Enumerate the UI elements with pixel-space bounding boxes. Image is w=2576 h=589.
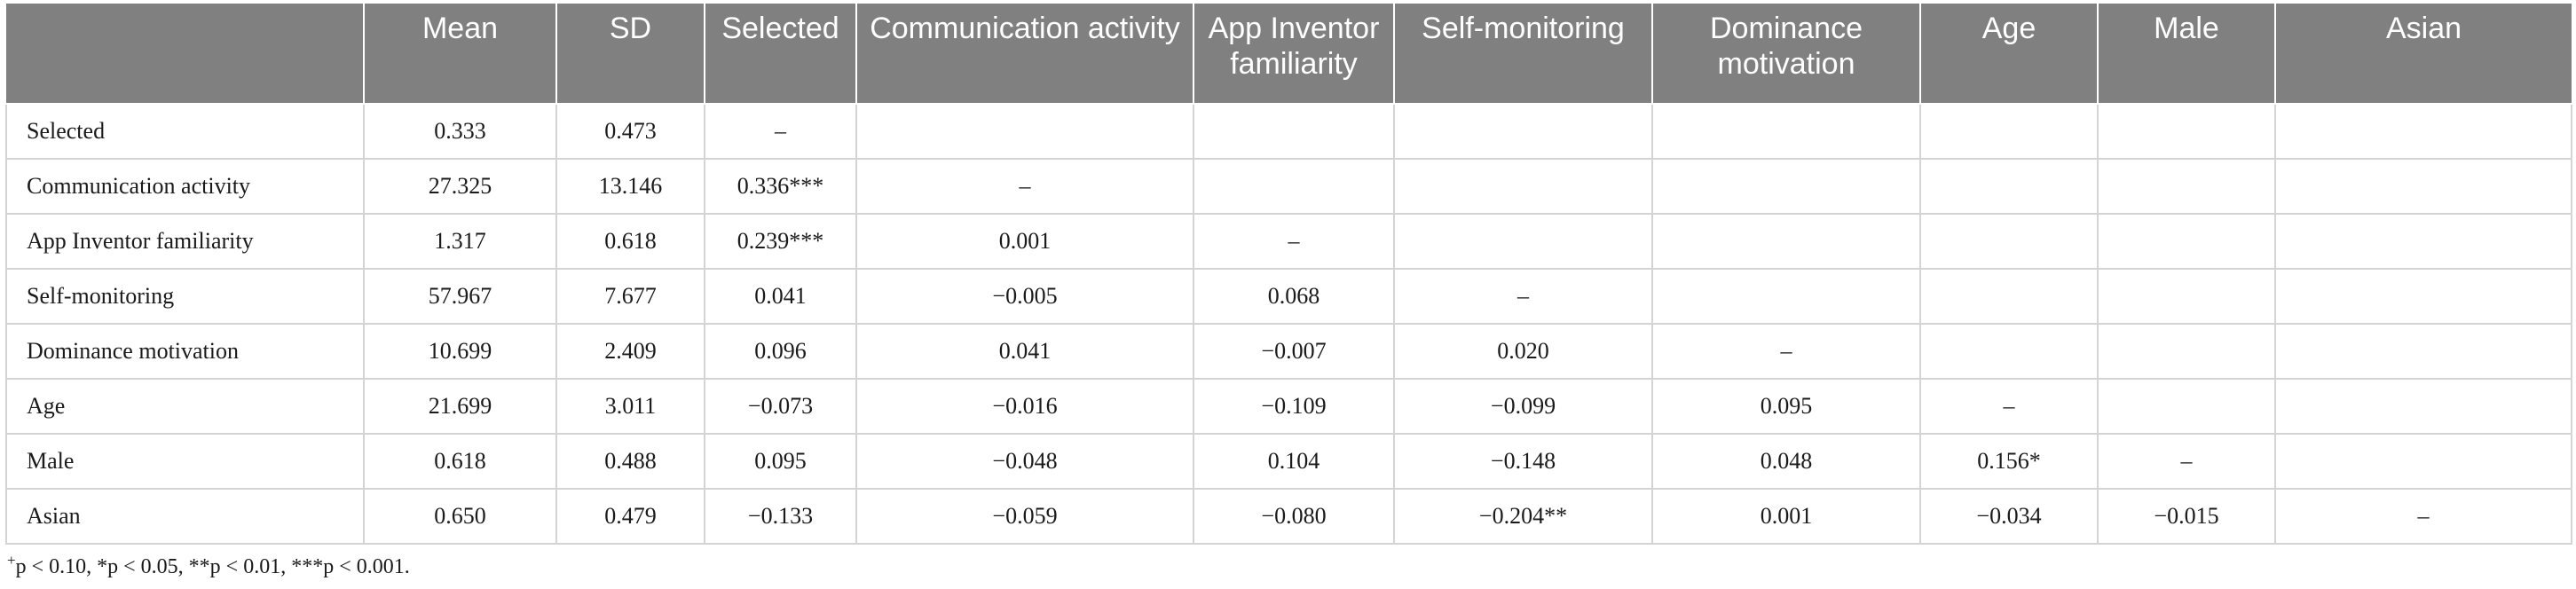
table-cell: 1.317 — [364, 214, 556, 269]
row-label: Self-monitoring — [6, 269, 364, 324]
table-row — [6, 324, 2572, 379]
correlation-table-container — [5, 4, 2571, 545]
footnote-plus-symbol: + — [7, 552, 16, 569]
table-cell: −0.204** — [1394, 489, 1652, 544]
table-cell: 0.041 — [856, 324, 1193, 379]
table-cell — [2098, 104, 2275, 159]
row-label: Communication activity — [6, 159, 364, 214]
table-cell: 0.095 — [705, 434, 856, 489]
table-cell — [1652, 104, 1920, 159]
row-label: Dominance motivation — [6, 324, 364, 379]
table-cell: – — [1193, 214, 1394, 269]
column-header: Selected — [705, 4, 856, 104]
table-cell: 0.333 — [364, 104, 556, 159]
table-cell: 13.146 — [556, 159, 705, 214]
table-cell — [2275, 379, 2572, 434]
significance-footnote — [7, 552, 410, 579]
table-cell: 57.967 — [364, 269, 556, 324]
table-cell — [1394, 104, 1652, 159]
column-header: Male — [2098, 4, 2275, 104]
column-header: Mean — [364, 4, 556, 104]
table-cell: 0.095 — [1652, 379, 1920, 434]
row-label: Selected — [6, 104, 364, 159]
table-cell — [856, 104, 1193, 159]
column-header: Self-monitoring — [1394, 4, 1652, 104]
row-label: Asian — [6, 489, 364, 544]
column-header: SD — [556, 4, 705, 104]
table-cell — [2275, 104, 2572, 159]
table-cell: 0.001 — [1652, 489, 1920, 544]
column-header: Age — [1920, 4, 2098, 104]
row-label: Age — [6, 379, 364, 434]
row-label: Male — [6, 434, 364, 489]
table-cell: – — [1920, 379, 2098, 434]
table-cell: −0.080 — [1193, 489, 1394, 544]
table-cell: 0.618 — [364, 434, 556, 489]
table-row — [6, 434, 2572, 489]
table-cell: 0.041 — [705, 269, 856, 324]
column-header: Communication activity — [856, 4, 1193, 104]
table-cell: 7.677 — [556, 269, 705, 324]
table-cell — [1920, 324, 2098, 379]
table-cell: 0.239*** — [705, 214, 856, 269]
correlation-table — [5, 4, 2572, 545]
table-cell: 2.409 — [556, 324, 705, 379]
header-row — [6, 4, 2572, 104]
table-cell — [1394, 214, 1652, 269]
table-cell: – — [2098, 434, 2275, 489]
table-row — [6, 159, 2572, 214]
table-cell: −0.109 — [1193, 379, 1394, 434]
table-cell: 0.650 — [364, 489, 556, 544]
table-cell — [2275, 269, 2572, 324]
table-cell — [2098, 214, 2275, 269]
table-cell — [1920, 159, 2098, 214]
table-cell — [2098, 379, 2275, 434]
table-cell: 0.473 — [556, 104, 705, 159]
table-cell — [2098, 324, 2275, 379]
table-cell — [1652, 159, 1920, 214]
table-cell: −0.048 — [856, 434, 1193, 489]
table-cell: – — [2275, 489, 2572, 544]
row-label: App Inventor familiarity — [6, 214, 364, 269]
table-cell: – — [1394, 269, 1652, 324]
table-cell: 0.068 — [1193, 269, 1394, 324]
table-cell: 0.618 — [556, 214, 705, 269]
table-row — [6, 269, 2572, 324]
table-cell: −0.059 — [856, 489, 1193, 544]
table-cell: −0.073 — [705, 379, 856, 434]
table-cell — [1652, 269, 1920, 324]
table-cell — [2098, 159, 2275, 214]
header-corner-cell — [6, 4, 364, 104]
table-cell — [1920, 269, 2098, 324]
table-cell: −0.034 — [1920, 489, 2098, 544]
table-cell — [1920, 214, 2098, 269]
table-row — [6, 214, 2572, 269]
table-cell: 0.048 — [1652, 434, 1920, 489]
table-cell — [1193, 104, 1394, 159]
table-cell: 0.336*** — [705, 159, 856, 214]
table-cell — [1193, 159, 1394, 214]
table-cell: 21.699 — [364, 379, 556, 434]
table-body — [6, 104, 2572, 544]
table-cell — [1652, 214, 1920, 269]
table-cell — [1394, 159, 1652, 214]
table-cell: 27.325 — [364, 159, 556, 214]
table-cell: 0.156* — [1920, 434, 2098, 489]
column-header: Dominance motivation — [1652, 4, 1920, 104]
column-header: App Inventor familiarity — [1193, 4, 1394, 104]
table-cell: – — [1652, 324, 1920, 379]
table-cell: 0.096 — [705, 324, 856, 379]
table-cell: 0.104 — [1193, 434, 1394, 489]
table-row — [6, 379, 2572, 434]
table-row — [6, 489, 2572, 544]
table-cell — [2275, 324, 2572, 379]
table-cell — [2275, 159, 2572, 214]
table-cell: – — [856, 159, 1193, 214]
table-cell: −0.133 — [705, 489, 856, 544]
table-cell — [1920, 104, 2098, 159]
footnote-text: p < 0.10, *p < 0.05, **p < 0.01, ***p < 0.001. — [15, 555, 410, 578]
table-cell — [2098, 269, 2275, 324]
table-cell: −0.007 — [1193, 324, 1394, 379]
table-header — [6, 4, 2572, 104]
table-cell: 0.479 — [556, 489, 705, 544]
table-cell: 0.488 — [556, 434, 705, 489]
table-cell: −0.148 — [1394, 434, 1652, 489]
table-row — [6, 104, 2572, 159]
table-cell: 0.001 — [856, 214, 1193, 269]
table-cell: 0.020 — [1394, 324, 1652, 379]
table-cell: −0.099 — [1394, 379, 1652, 434]
table-cell: −0.016 — [856, 379, 1193, 434]
column-header: Asian — [2275, 4, 2572, 104]
table-cell: −0.015 — [2098, 489, 2275, 544]
table-cell: −0.005 — [856, 269, 1193, 324]
table-cell — [2275, 434, 2572, 489]
table-cell: – — [705, 104, 856, 159]
table-cell — [2275, 214, 2572, 269]
table-cell: 10.699 — [364, 324, 556, 379]
table-cell: 3.011 — [556, 379, 705, 434]
